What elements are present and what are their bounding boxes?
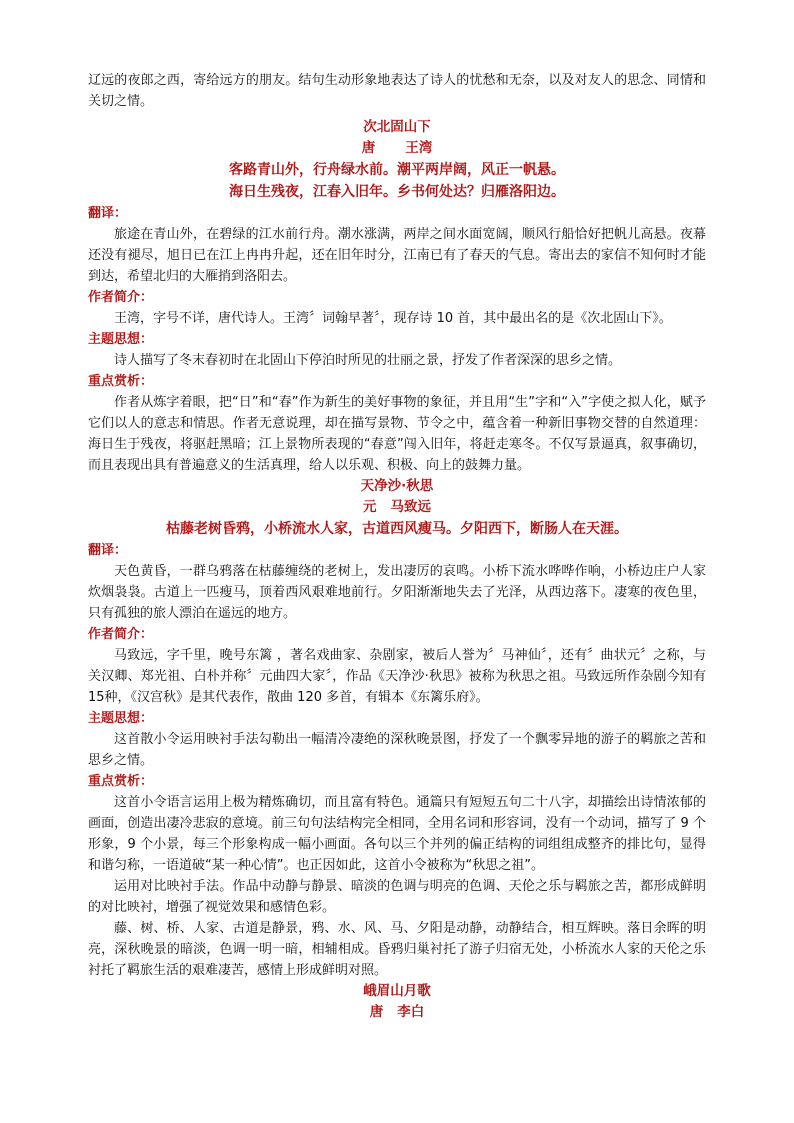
appreciation-text: 这首小令语言运用上极为精炼确切，而且富有特色。通篇只有短短五句二十八字，却描绘出诗情浓郁的画面，创造出凄冷悲寂的意境。前三句句法结构完全相同，全用名词和形容词，没有一个动词，描写了 9 个形象，9 个小景，每三个形象构成一幅小画面。各句以三个并列的偏正结构的词组组成整齐的排比句，显得和谐匀称，一语道破“某一种心情”。也正因如此，这首小令被称为“秋思之祖”。: [88, 795, 706, 873]
theme-heading: 主题思想：: [88, 711, 154, 726]
poem-author-line: [88, 1002, 706, 1023]
poem-section-3: [88, 981, 706, 1023]
poem-line: 枯藤老树昏鸦，小桥流水人家，古道西风瘦马。夕阳西下，断肠人在天涯。: [166, 521, 628, 537]
intro-paragraph: 辽远的夜郎之西，寄给远方的朋友。结句生动形象地表达了诗人的忧愁和无奈，以及对友人的思念、同情和关切之情。: [88, 73, 706, 109]
author-name: 李白: [397, 1004, 425, 1020]
poem-section-2: [88, 476, 706, 981]
poem-title: 次北固山下: [363, 119, 431, 135]
poem-section-1: [88, 117, 706, 476]
poem-title: 天净沙·秋思: [360, 478, 434, 494]
author-intro-text: 王湾，字号不详，唐代诗人。王湾〞词翰早著〞，现存诗 10 首，其中最出名的是《次北固山下》。: [114, 311, 672, 326]
appreciation-text: 藤、树、桥、人家、古道是静景，鸦、水、风、马、夕阳是动静，动静结合，相互辉映。落日余晖的明亮，深秋晚景的暗淡，色调一明一暗，相辅相成。昏鸦归巢衬托了游子归宿无处，小桥流水人家的天伦之乐衬托了羁旅生活的艰难凄苦，感情上形成鲜明对照。: [88, 921, 706, 978]
translation-heading: 翻译：: [88, 543, 128, 558]
appreciation-heading: 重点赏析：: [88, 374, 154, 389]
poem-title: 峨眉山月歌: [363, 983, 431, 999]
author-intro-text: 马致远，字千里，晚号东篱 ，著名戏曲家、杂剧家，被后人誉为〞马神仙〞，还有〞曲状元〞之称，与关汉卿、郑光祖、白朴并称〞元曲四大家〞，作品《天净沙·秋思》被称为秋思之祖。马致远所作杂剧今知有 15种，《汉宫秋》是其代表作，散曲 120 多首，有辑本《东篱乐府》。: [88, 648, 706, 705]
dynasty: 唐: [369, 1004, 384, 1020]
appreciation-text: 作者从炼字着眼，把“日”和“春”作为新生的美好事物的象征，并且用“生”字和“入”字使之拟人化，赋予它们以人的意志和情思。作者无意说理，却在描写景物、节令之中，蕴含着一种新旧事物交替的自然道理：海日生于残夜，将驱赶黑暗；江上景物所表现的“春意”闯入旧年，将赶走寒冬。不仅写景逼真，叙事确切，而且表现出具有普遍意义的生活真理，给人以乐观、积极、向上的鼓舞力量。: [88, 395, 706, 473]
dynasty: 元: [363, 499, 377, 515]
theme-heading: 主题思想：: [88, 332, 154, 347]
translation-heading: 翻译：: [88, 206, 128, 221]
appreciation-text: 运用对比映衬手法。作品中动静与静景、暗淡的色调与明亮的色调、天伦之乐与羁旅之苦，都形成鲜明的对比映衬，增强了视觉效果和感情色彩。: [88, 879, 706, 915]
poem-author-line: [88, 138, 706, 159]
dynasty: 唐: [361, 140, 376, 156]
poem-line: 客路青山外，行舟绿水前。潮平两岸阔，风正一帆悬。: [229, 162, 565, 178]
author-name: 王湾: [405, 140, 433, 156]
poem-author-line: [88, 497, 706, 518]
author-intro-heading: 作者简介：: [88, 290, 154, 305]
appreciation-heading: 重点赏析：: [88, 774, 154, 789]
document-page: [88, 70, 706, 1023]
poem-line: 海日生残夜，江春入旧年。乡书何处达？归雁洛阳边。: [229, 184, 565, 200]
theme-text: 这首散小令运用映衬手法勾勒出一幅清冷凄绝的深秋晚景图，抒发了一个飘零异地的游子的羁旅之苦和思乡之情。: [88, 732, 706, 768]
author-intro-heading: 作者简介：: [88, 627, 154, 642]
author-name: 马致远: [390, 499, 431, 515]
theme-text: 诗人描写了冬末春初时在北固山下停泊时所见的壮丽之景，抒发了作者深深的思乡之情。: [114, 353, 622, 368]
translation-text: 天色黄昏，一群乌鸦落在枯藤缠绕的老树上，发出凄厉的哀鸣。小桥下流水哗哗作响，小桥边庄户人家炊烟袅袅。古道上一匹瘦马，顶着西风艰难地前行。夕阳渐渐地失去了光泽，从西边落下。凄寒的夜色里，只有孤独的旅人漂泊在遥远的地方。: [88, 564, 706, 621]
translation-text: 旅途在青山外，在碧绿的江水前行舟。潮水涨满，两岸之间水面宽阔，顺风行船恰好把帆儿高悬。夜幕还没有褪尽，旭日已在江上冉冉升起，还在旧年时分，江南已有了春天的气息。寄出去的家信不知何时才能到达，希望北归的大雁捎到洛阳去。: [88, 227, 706, 284]
